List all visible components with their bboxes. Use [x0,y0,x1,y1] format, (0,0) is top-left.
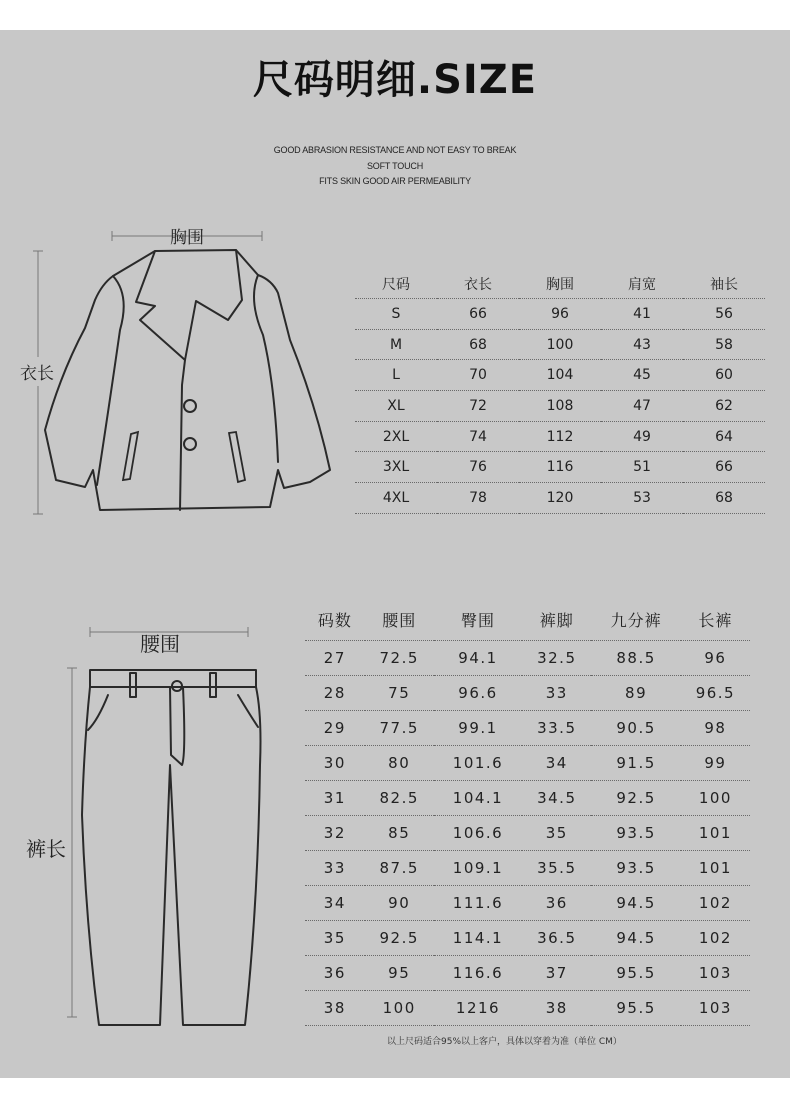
table-cell: 103 [681,991,750,1026]
table-cell: 38 [305,991,365,1026]
table-cell: 104.1 [434,781,522,816]
table-cell: 102 [681,886,750,921]
table-cell: 29 [305,711,365,746]
chest-label: 胸围 [170,228,204,248]
table-row [305,886,750,921]
table-cell: 114.1 [434,921,522,956]
column-header: 长裤 [681,598,750,641]
table-cell: 36.5 [522,921,591,956]
table-cell: 91.5 [591,746,680,781]
table-cell: 94.1 [434,641,522,676]
table-cell: 56 [683,299,765,330]
table-cell: S [355,299,437,330]
table-cell: 103 [681,956,750,991]
page-title: 尺码明细.SIZE [252,57,538,103]
table-row [355,391,765,422]
table-cell: 33.5 [522,711,591,746]
table-cell: 92.5 [591,781,680,816]
feature-line-1: GOOD ABRASION RESISTANCE AND NOT EASY TO BREAK [273,145,517,155]
table-row [305,711,750,746]
table-cell: M [355,329,437,360]
column-header: 裤脚 [522,598,591,641]
table-row [305,956,750,991]
pants-length-label: 裤长 [26,830,66,865]
waist-label: 腰围 [140,632,180,656]
table-cell: 31 [305,781,365,816]
table-cell: 96.5 [681,676,750,711]
table-cell: 99.1 [434,711,522,746]
column-header: 衣长 [437,270,519,299]
table-cell: 64 [683,421,765,452]
table-cell: 104 [519,360,601,391]
table-cell: 62 [683,391,765,422]
column-header: 袖长 [683,270,765,299]
table-cell: 95.5 [591,956,680,991]
table-cell: 33 [305,851,365,886]
table-cell: 93.5 [591,816,680,851]
column-header: 腰围 [365,598,434,641]
table-cell: 35.5 [522,851,591,886]
table-cell: 96.6 [434,676,522,711]
table-cell: 72 [437,391,519,422]
table-row [355,483,765,514]
table-cell: L [355,360,437,391]
table-row [305,816,750,851]
table-row [305,781,750,816]
table-cell: 66 [683,452,765,483]
table-cell: 30 [305,746,365,781]
table-cell: 106.6 [434,816,522,851]
column-header: 码数 [305,598,365,641]
table-row [305,676,750,711]
table-cell: 35 [305,921,365,956]
table-cell: 36 [305,956,365,991]
table-cell: 88.5 [591,641,680,676]
table-row [355,421,765,452]
footnote: 以上尺码适合95%以上客户，具体以穿着为准（单位 CM） [387,1037,622,1047]
table-cell: 108 [519,391,601,422]
table-cell: 41 [601,299,683,330]
table-cell: 120 [519,483,601,514]
feature-line-2: SOFT TOUCH [366,161,423,171]
table-cell: 78 [437,483,519,514]
table-cell: 100 [681,781,750,816]
table-cell: 47 [601,391,683,422]
table-cell: 66 [437,299,519,330]
table-cell: 36 [522,886,591,921]
table-header-row [305,598,750,641]
table-cell: 34 [522,746,591,781]
pants-size-table [305,598,750,1026]
table-cell: 35 [522,816,591,851]
table-cell: 95 [365,956,434,991]
table-cell: 116.6 [434,956,522,991]
table-cell: 92.5 [365,921,434,956]
table-cell: 74 [437,421,519,452]
table-row [355,329,765,360]
table-cell: 34.5 [522,781,591,816]
table-cell: 85 [365,816,434,851]
jacket-length-label: 衣长 [20,357,54,386]
table-cell: 90 [365,886,434,921]
table-cell: 102 [681,921,750,956]
table-cell: 60 [683,360,765,391]
table-cell: 38 [522,991,591,1026]
table-cell: 80 [365,746,434,781]
table-cell: 109.1 [434,851,522,886]
table-cell: 27 [305,641,365,676]
table-cell: 68 [437,329,519,360]
table-cell: 82.5 [365,781,434,816]
table-cell: 43 [601,329,683,360]
column-header: 肩宽 [601,270,683,299]
table-cell: 68 [683,483,765,514]
table-cell: 100 [519,329,601,360]
table-header-row [355,270,765,299]
table-cell: 94.5 [591,921,680,956]
table-cell: 53 [601,483,683,514]
table-cell: 101.6 [434,746,522,781]
table-cell: XL [355,391,437,422]
table-cell: 58 [683,329,765,360]
table-cell: 32.5 [522,641,591,676]
table-cell: 33 [522,676,591,711]
table-cell: 72.5 [365,641,434,676]
feature-line-3: FITS SKIN GOOD AIR PERMEABILITY [319,176,471,186]
table-cell: 112 [519,421,601,452]
table-cell: 2XL [355,421,437,452]
table-row [305,851,750,886]
table-cell: 45 [601,360,683,391]
table-cell: 76 [437,452,519,483]
table-cell: 96 [681,641,750,676]
column-header: 臀围 [434,598,522,641]
table-cell: 75 [365,676,434,711]
table-cell: 37 [522,956,591,991]
table-cell: 89 [591,676,680,711]
column-header: 尺码 [355,270,437,299]
table-cell: 77.5 [365,711,434,746]
column-header: 九分裤 [591,598,680,641]
table-row [305,746,750,781]
table-cell: 98 [681,711,750,746]
table-cell: 51 [601,452,683,483]
table-cell: 87.5 [365,851,434,886]
table-cell: 101 [681,816,750,851]
table-cell: 99 [681,746,750,781]
table-cell: 100 [365,991,434,1026]
table-row [355,360,765,391]
table-cell: 4XL [355,483,437,514]
table-cell: 111.6 [434,886,522,921]
table-cell: 49 [601,421,683,452]
table-cell: 1216 [434,991,522,1026]
table-cell: 90.5 [591,711,680,746]
table-cell: 101 [681,851,750,886]
table-cell: 96 [519,299,601,330]
table-row [355,452,765,483]
table-cell: 95.5 [591,991,680,1026]
table-row [305,641,750,676]
table-cell: 93.5 [591,851,680,886]
table-row [305,921,750,956]
table-cell: 3XL [355,452,437,483]
column-header: 胸围 [519,270,601,299]
jacket-size-table [355,270,765,514]
table-cell: 70 [437,360,519,391]
table-cell: 32 [305,816,365,851]
table-row [305,991,750,1026]
table-row [355,299,765,330]
table-cell: 28 [305,676,365,711]
table-cell: 116 [519,452,601,483]
table-cell: 34 [305,886,365,921]
table-cell: 94.5 [591,886,680,921]
